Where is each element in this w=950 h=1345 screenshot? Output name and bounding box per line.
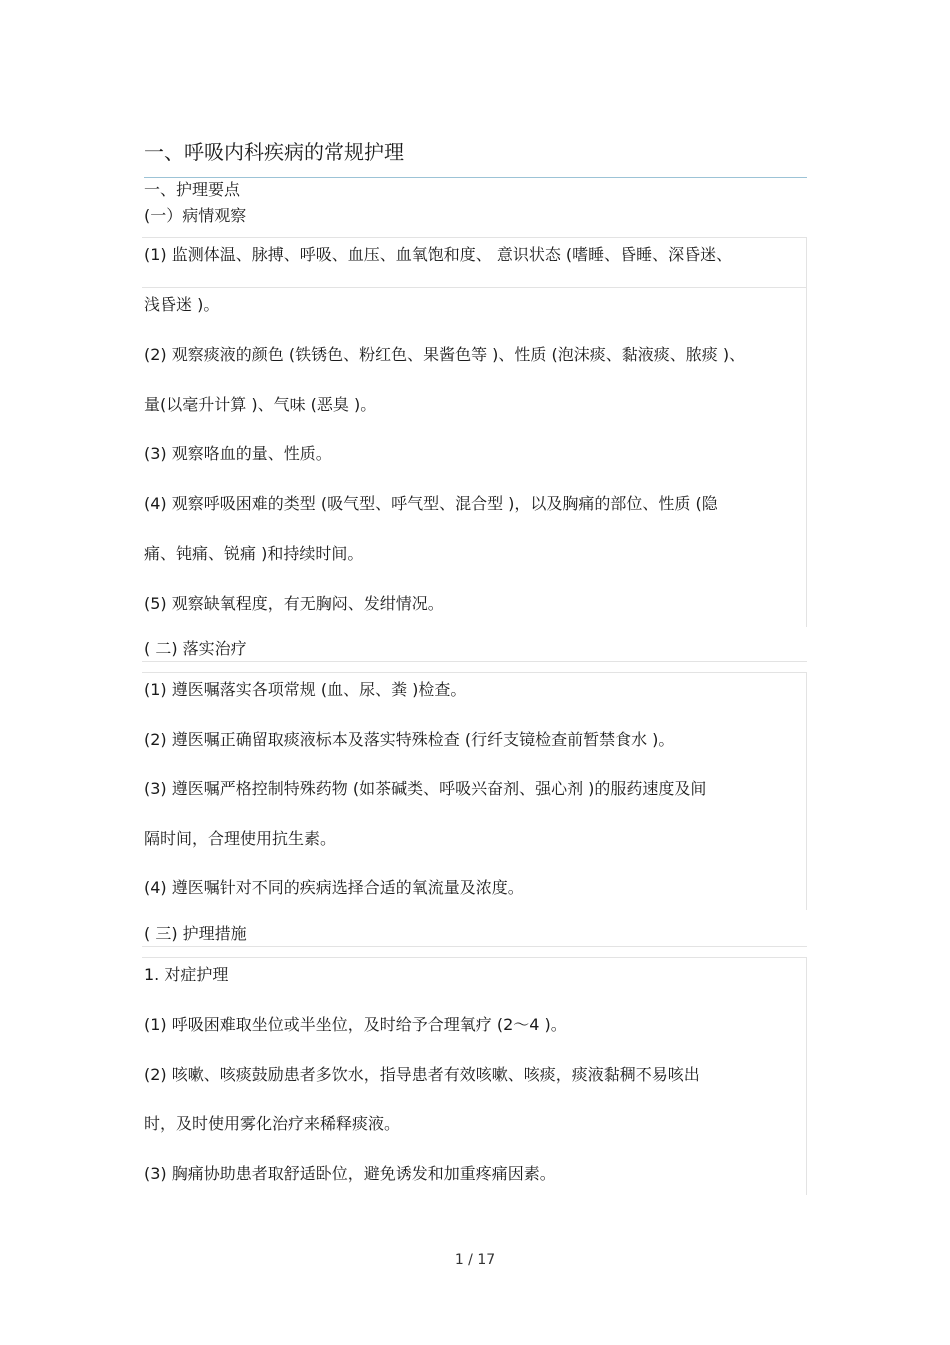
paragraph-line: (3) 遵医嘱严格控制特殊药物 (如茶碱类、呼吸兴奋剂、强心剂 )的服药速度及间	[144, 779, 707, 798]
paragraph-line: 痛、钝痛、锐痛 )和持续时间。	[144, 544, 364, 563]
paragraph-line: (4) 遵医嘱针对不同的疾病选择合适的氧流量及浓度。	[144, 878, 524, 897]
paragraph-line: (1) 遵医嘱落实各项常规 (血、尿、粪 )检查。	[144, 680, 467, 699]
paragraph-line: 隔时间，合理使用抗生素。	[144, 829, 337, 848]
paragraph-line: 量(以毫升计算 )、气味 (恶臭 )。	[144, 395, 377, 414]
paragraph-line: (3) 观察咯血的量、性质。	[144, 444, 332, 463]
paragraph-line: (1) 监测体温、脉搏、呼吸、血压、血氧饱和度、 意识状态 (嗜睡、昏睡、深昏迷、	[144, 245, 733, 264]
paragraph-line: (5) 观察缺氧程度，有无胸闷、发绀情况。	[144, 594, 444, 613]
measures-heading-rule	[142, 946, 807, 950]
subsection-heading-treatment: ( 二) 落实治疗	[144, 639, 247, 658]
paragraph-line: (2) 遵医嘱正确留取痰液标本及落实特殊检查 (行纤支镜检查前暂禁食水 )。	[144, 730, 675, 749]
paragraph-line: (2) 咳嗽、咳痰鼓励患者多饮水，指导患者有效咳嗽、咳痰，痰液黏稠不易咳出	[144, 1065, 700, 1084]
page-number: 1 / 17	[454, 1252, 496, 1268]
paragraph-line: 1. 对症护理	[144, 965, 229, 984]
paragraph-line: (3) 胸痛协助患者取舒适卧位，避免诱发和加重疼痛因素。	[144, 1164, 556, 1183]
paragraph-line: (2) 观察痰液的颜色 (铁锈色、粉红色、果酱色等 )、性质 (泡沫痰、黏液痰、脓痰 )、	[144, 345, 746, 364]
paragraph-line: 浅昏迷 )。	[144, 295, 220, 314]
title-divider	[144, 177, 807, 178]
subsection-heading-measures: ( 三) 护理措施	[144, 924, 247, 943]
subsection-heading-observation: (一）病情观察	[144, 206, 247, 225]
paragraph-line: (1) 呼吸困难取坐位或半坐位，及时给予合理氧疗 (2～4 )。	[144, 1015, 567, 1034]
section-heading: 一、护理要点	[144, 180, 241, 199]
paragraph-line: (4) 观察呼吸困难的类型 (吸气型、呼气型、混合型 )，以及胸痛的部位、性质 (隐	[144, 494, 718, 513]
paragraph-line: 时，及时使用雾化治疗来稀释痰液。	[144, 1114, 401, 1133]
page-title: 一、呼吸内科疾病的常规护理	[144, 140, 404, 164]
treatment-heading-rule	[142, 661, 807, 665]
